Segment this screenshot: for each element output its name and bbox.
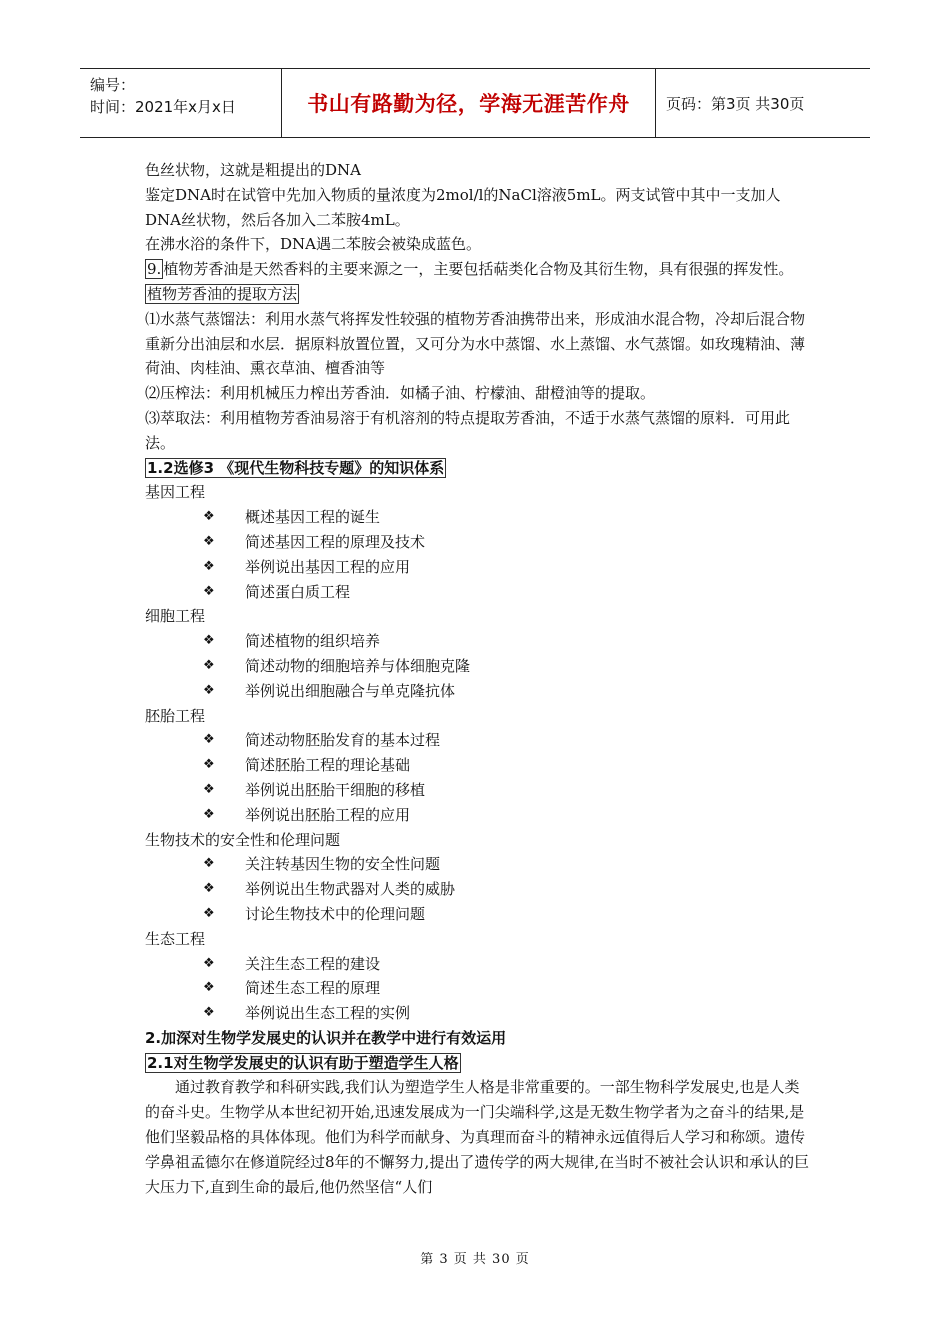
diamond-bullet-icon: ❖ [203,856,215,872]
outline-item [145,580,813,605]
page-footer: 第 3 页 共 30 页 [420,1252,530,1267]
item-number: 9. [147,260,162,279]
outline-item [145,555,813,580]
outline-item [145,654,813,679]
header-meta [80,69,282,137]
section-heading-line [145,456,813,481]
outline-item [145,728,813,753]
body-line: 在沸水浴的条件下，DNA遇二苯胺会被染成蓝色。 [145,235,481,254]
outline-item [145,1001,813,1026]
section-heading: 1.2选修3 《现代生物科技专题》的知识体系 [147,458,445,477]
diamond-bullet-icon: ❖ [203,980,215,996]
diamond-bullet-icon: ❖ [203,558,215,574]
number-label: 编号： [90,76,136,94]
diamond-bullet-icon: ❖ [203,806,215,822]
diamond-bullet-icon: ❖ [203,509,215,525]
outline-item [145,852,813,877]
outline-item-text: 概述基因工程的诞生 [245,508,381,527]
outline-item-text: 举例说出生态工程的实例 [245,1004,411,1023]
outline-item-text: 简述胚胎工程的理论基础 [245,756,411,775]
header-page-label: 页码：第3页 共30页 [666,94,805,113]
document-body [145,158,813,1199]
diamond-bullet-icon: ❖ [203,1005,215,1021]
body-paragraph: 通过教育教学和科研实践,我们认为塑造学生人格是非常重要的。一部生物科学发展史,也是人类的奋斗史。生物学从本世纪初开始,迅速发展成为一门尖端科学,这是无数生物学者为之奋斗的结果,是他们坚毅品格的具体体现。他们为科学而献身、为真理而奋斗的精神永远值得后人学习和称颂。遗传学鼻祖孟德尔在修道院经过8年的不懈努力,提出了遗传学的两大规律,在当时不被社会认识和承认的巨大压力下,直到生命的最后,他仍然坚信“人们 [145,1078,810,1196]
header-motto: 书山有路勤为径，学海无涯苦作舟 [282,69,656,137]
outline-item-text: 举例说出生物武器对人类的威胁 [245,880,456,899]
outline-item [145,530,813,555]
subheading-line [145,282,813,307]
outline-section-title: 细胞工程 [145,607,206,626]
outline-section-title: 基因工程 [145,483,206,502]
body-line: ⑵压榨法：利用机械压力榨出芳香油．如橘子油、柠檬油、甜橙油等的提取。 [145,384,656,403]
time-label: 时间：2021年x月x日 [90,98,236,116]
outline-item [145,803,813,828]
outline-item [145,952,813,977]
knowledge-outline [145,480,813,1026]
page-header [80,68,870,138]
outline-item-text: 关注生态工程的建设 [245,954,381,973]
diamond-bullet-icon: ❖ [203,757,215,773]
outline-item [145,505,813,530]
outline-item-text: 举例说出胚胎工程的应用 [245,805,411,824]
outline-item [145,877,813,902]
outline-item-text: 简述动物的细胞培养与体细胞克隆 [245,656,471,675]
diamond-bullet-icon: ❖ [203,633,215,649]
outline-item [145,778,813,803]
outline-section-title: 生态工程 [145,929,206,948]
diamond-bullet-icon: ❖ [203,657,215,673]
outline-item-text: 关注转基因生物的安全性问题 [245,855,441,874]
body-line: ⑶萃取法：利用植物芳香油易溶于有机溶剂的特点提取芳香油，不适于水蒸气蒸馏的原料．可用此法。 [145,408,791,452]
heading-2: 2.加深对生物学发展史的认识并在教学中进行有效运用 [145,1028,507,1047]
diamond-bullet-icon: ❖ [203,781,215,797]
diamond-bullet-icon: ❖ [203,682,215,698]
outline-item [145,902,813,927]
outline-section-title: 胚胎工程 [145,706,206,725]
outline-item [145,753,813,778]
outline-item [145,679,813,704]
outline-item-text: 简述植物的组织培养 [245,632,381,651]
item-text: 植物芳香油是天然香料的主要来源之一，主要包括萜类化合物及其衍生物，具有很强的挥发性。 [163,260,794,279]
outline-item [145,629,813,654]
diamond-bullet-icon: ❖ [203,583,215,599]
outline-item-text: 简述动物胚胎发育的基本过程 [245,731,441,750]
diamond-bullet-icon: ❖ [203,732,215,748]
outline-item-text: 简述基因工程的原理及技术 [245,532,426,551]
outline-item-text: 简述蛋白质工程 [245,582,351,601]
outline-item-text: 简述生态工程的原理 [245,979,381,998]
outline-item [145,976,813,1001]
outline-item-text: 举例说出胚胎干细胞的移植 [245,780,426,799]
heading-2-1-line [145,1051,813,1076]
diamond-bullet-icon: ❖ [203,533,215,549]
diamond-bullet-icon: ❖ [203,905,215,921]
outline-section-title: 生物技术的安全性和伦理问题 [145,830,341,849]
outline-item-text: 举例说出基因工程的应用 [245,557,411,576]
diamond-bullet-icon: ❖ [203,955,215,971]
body-line [145,257,813,282]
outline-item-text: 举例说出细胞融合与单克隆抗体 [245,681,456,700]
body-line: 鉴定DNA时在试管中先加入物质的量浓度为2mol/l的NaCl溶液5mL。两支试管中其中一支加人DNA丝状物，然后各加入二苯胺4mL。 [145,185,781,229]
diamond-bullet-icon: ❖ [203,881,215,897]
body-line: ⑴水蒸气蒸馏法：利用水蒸气将挥发性较强的植物芳香油携带出来，形成油水混合物，冷却后混合物重新分出油层和水层．据原料放置位置，又可分为水中蒸馏、水上蒸馏、水气蒸馏。如玫瑰精油、薄荷油、肉桂油、熏衣草油、檀香油等 [145,309,806,378]
outline-item-text: 讨论生物技术中的伦理问题 [245,904,426,923]
subheading: 植物芳香油的提取方法 [147,284,298,303]
body-line: 色丝状物，这就是粗提出的DNA [145,161,361,179]
heading-2-1: 2.1对生物学发展史的认识有助于塑造学生人格 [147,1053,459,1072]
